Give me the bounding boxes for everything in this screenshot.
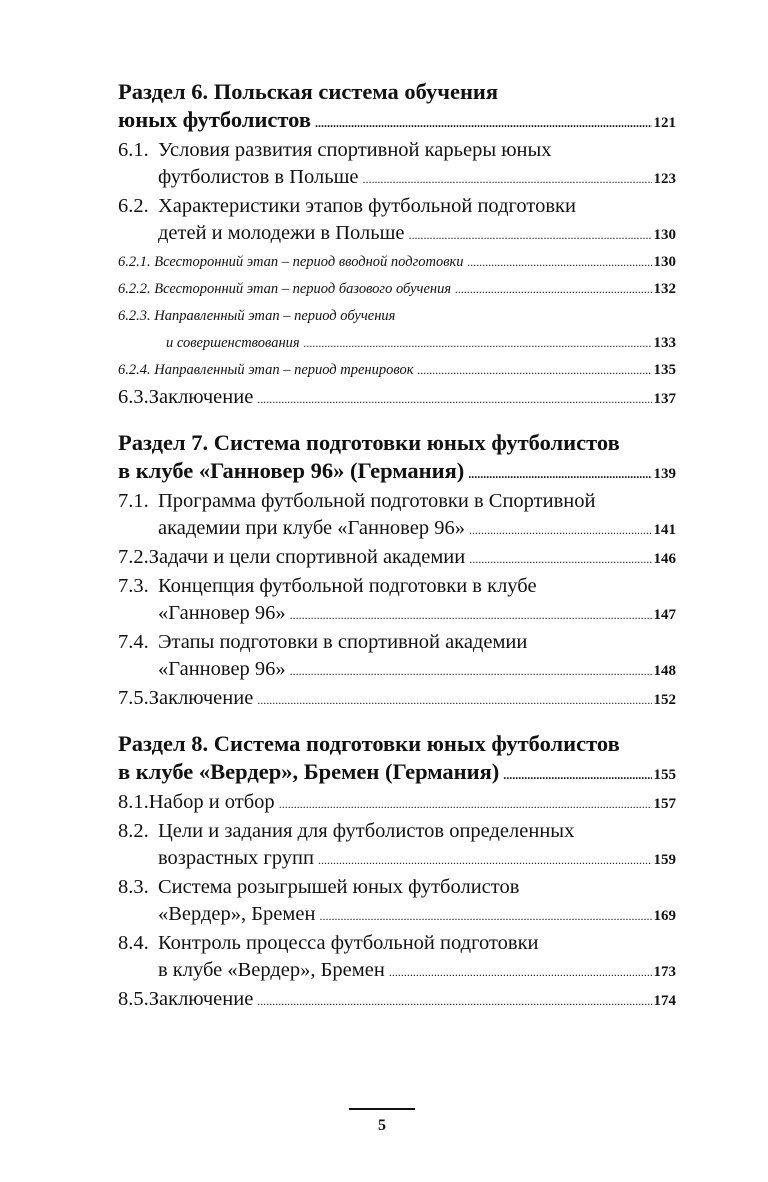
page-ref: 148 xyxy=(653,663,676,679)
entry-number: 8.4. xyxy=(118,932,149,954)
page-ref: 147 xyxy=(653,607,676,623)
toc-subentry xyxy=(118,276,676,303)
dot-leader xyxy=(469,524,652,536)
toc-entry xyxy=(118,544,676,573)
table-of-contents xyxy=(118,78,676,1015)
toc-entry xyxy=(118,986,676,1015)
dot-leader xyxy=(319,910,651,922)
page-ref: 132 xyxy=(653,281,676,297)
entry-title-line1: Программа футбольной подготовки в Спортивной xyxy=(158,490,596,512)
toc-entry xyxy=(118,874,676,930)
entry-title-line2: в клубе «Вердер», Бремен xyxy=(158,959,385,981)
entry-number: 6.2. xyxy=(118,195,149,217)
section-heading-line1: Раздел 6. Польская система обучения xyxy=(118,79,499,104)
dot-leader xyxy=(469,553,651,565)
page-number: 5 xyxy=(378,1117,386,1134)
dot-leader xyxy=(257,995,651,1007)
entry-title-line1: Условия развития спортивной карьеры юных xyxy=(158,139,552,161)
dot-leader xyxy=(257,393,651,405)
entry-title-line2: академии при клубе «Ганновер 96» xyxy=(158,517,465,539)
entry-title-line1: Характеристики этапов футбольной подготовки xyxy=(158,195,576,217)
page-ref: 157 xyxy=(653,796,676,812)
dot-leader xyxy=(408,229,651,241)
dot-leader xyxy=(290,665,652,677)
toc-entry xyxy=(118,488,676,544)
entry-number: 7.4. xyxy=(118,631,149,653)
section-heading xyxy=(118,730,676,789)
footer-rule xyxy=(349,1108,415,1110)
entry-title: Задачи и цели спортивной академии xyxy=(148,546,466,568)
entry-title-line1: Цели и задания для футболистов определенных xyxy=(158,820,575,842)
dot-leader xyxy=(418,364,652,376)
section-heading xyxy=(118,429,676,488)
page-ref: 137 xyxy=(653,391,676,407)
dot-leader xyxy=(290,609,652,621)
toc-entry xyxy=(118,930,676,986)
entry-number: 8.3. xyxy=(118,876,149,898)
section-heading-line2: в клубе «Ганновер 96» (Германия) xyxy=(118,458,465,483)
entry-title-line2: «Ганновер 96» xyxy=(158,602,286,624)
page-ref: 133 xyxy=(653,335,676,351)
dot-leader xyxy=(389,966,652,978)
toc-subentry xyxy=(118,357,676,384)
subentry-title: 6.2.1. Всесторонний этап – период вводной подготовки xyxy=(118,254,464,270)
toc-entry xyxy=(118,629,676,685)
page-ref: 159 xyxy=(653,852,676,868)
page-ref: 152 xyxy=(653,692,676,708)
entry-number: 7.2. xyxy=(118,546,149,568)
entry-number: 6.3. xyxy=(118,386,149,408)
entry-number: 6.1. xyxy=(118,139,149,161)
dot-leader xyxy=(455,283,651,295)
entry-title-line1: Концепция футбольной подготовки в клубе xyxy=(158,575,537,597)
entry-title-line1: Этапы подготовки в спортивной академии xyxy=(158,631,528,653)
toc-entry xyxy=(118,137,676,193)
page-ref: 123 xyxy=(653,171,676,187)
subentry-title: 6.2.4. Направленный этап – период тренировок xyxy=(118,362,414,378)
entry-number: 8.2. xyxy=(118,820,149,842)
page-ref: 169 xyxy=(653,908,676,924)
entry-number: 7.1. xyxy=(118,490,149,512)
subentry-title-line2: и совершенствования xyxy=(166,335,300,351)
page-ref: 130 xyxy=(653,254,676,270)
page-ref: 130 xyxy=(653,227,676,243)
section-heading-line1: Раздел 8. Система подготовки юных футболистов xyxy=(118,731,620,756)
dot-leader xyxy=(503,769,651,781)
toc-entry xyxy=(118,573,676,629)
page-ref: 174 xyxy=(653,993,676,1009)
dot-leader xyxy=(315,117,652,129)
entry-number: 8.1. xyxy=(118,791,149,813)
page-ref: 121 xyxy=(653,115,676,131)
entry-title-line2: возрастных групп xyxy=(158,847,314,869)
toc-entry xyxy=(118,789,676,818)
dot-leader xyxy=(468,468,651,480)
page-ref: 146 xyxy=(653,551,676,567)
page-ref: 139 xyxy=(653,466,676,482)
dot-leader xyxy=(318,854,652,866)
entry-title-line2: детей и молодежи в Польше xyxy=(158,222,405,244)
entry-title-line2: «Ганновер 96» xyxy=(158,658,286,680)
entry-title-line2: футболистов в Польше xyxy=(158,166,359,188)
section-heading xyxy=(118,78,676,137)
entry-number: 7.5. xyxy=(118,687,149,709)
toc-section-6 xyxy=(118,78,676,413)
entry-title: Набор и отбор xyxy=(148,791,275,813)
entry-title: Заключение xyxy=(148,687,254,709)
dot-leader xyxy=(279,798,652,810)
entry-title-line1: Контроль процесса футбольной подготовки xyxy=(158,932,539,954)
toc-section-8 xyxy=(118,730,676,1015)
dot-leader xyxy=(304,337,652,349)
section-heading-line1: Раздел 7. Система подготовки юных футболистов xyxy=(118,430,620,455)
dot-leader xyxy=(257,694,651,706)
toc-entry xyxy=(118,193,676,249)
section-heading-line2: юных футболистов xyxy=(118,107,311,132)
toc-section-7 xyxy=(118,429,676,714)
page-ref: 155 xyxy=(653,767,676,783)
entry-title-line2: «Вердер», Бремен xyxy=(158,903,316,925)
toc-subentry xyxy=(118,249,676,276)
toc-entry xyxy=(118,685,676,714)
subentry-title: 6.2.2. Всесторонний этап – период базового обучения xyxy=(118,281,452,297)
entry-title-line1: Система розыгрышей юных футболистов xyxy=(158,876,520,898)
section-heading-line2: в клубе «Вердер», Бремен (Германия) xyxy=(118,759,500,784)
subentry-title-line1: 6.2.3. Направленный этап – период обучения xyxy=(118,308,396,324)
entry-number: 7.3. xyxy=(118,575,149,597)
toc-entry xyxy=(118,818,676,874)
page-ref: 173 xyxy=(653,964,676,980)
toc-entry xyxy=(118,384,676,413)
entry-number: 8.5. xyxy=(118,988,149,1010)
page-ref: 135 xyxy=(653,362,676,378)
dot-leader xyxy=(363,173,652,185)
dot-leader xyxy=(468,256,652,268)
entry-title: Заключение xyxy=(148,386,254,408)
page-ref: 141 xyxy=(653,522,676,538)
entry-title: Заключение xyxy=(148,988,254,1010)
toc-subentry xyxy=(118,303,676,357)
